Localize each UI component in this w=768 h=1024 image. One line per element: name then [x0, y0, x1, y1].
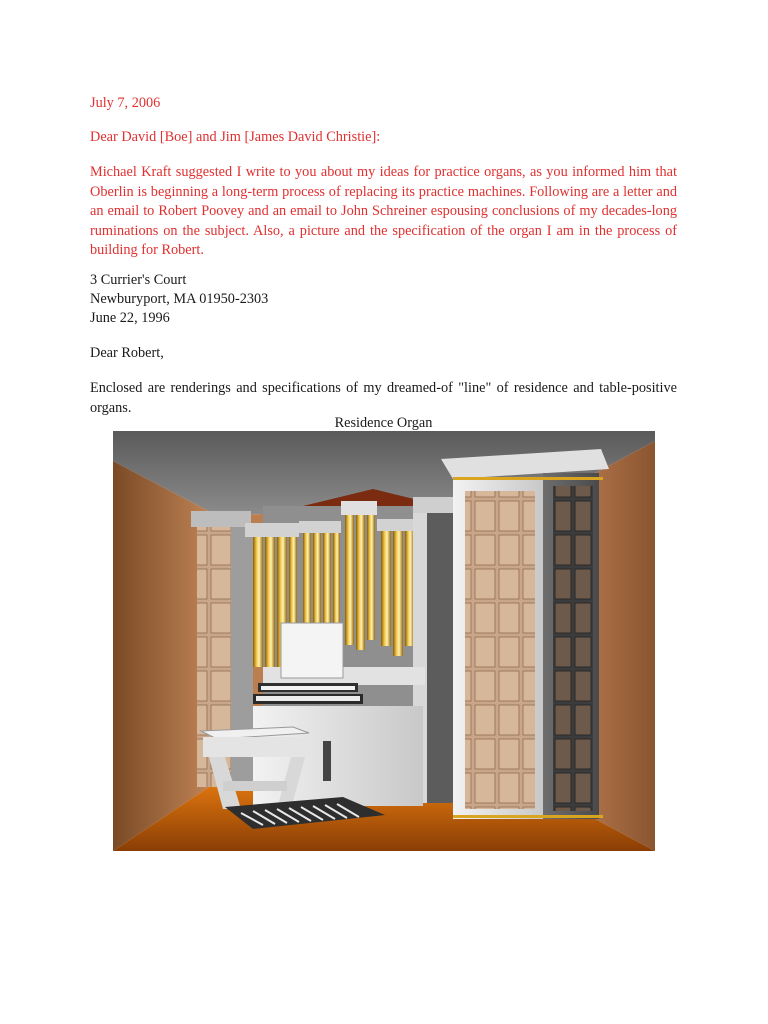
- residence-organ-rendering: [113, 431, 655, 851]
- address-line-1: 3 Currier's Court: [90, 272, 187, 288]
- intro-salutation: Dear David [Boe] and Jim [James David Christie]:: [90, 129, 381, 145]
- letter-body: Enclosed are renderings and specifications of my dreamed-of "line" of residence and table-positive organs.: [90, 380, 677, 416]
- intro-paragraph: Michael Kraft suggested I write to you about my ideas for practice organs, as you informed him that Oberlin is beginning a long-term process of replacing its practice machines. Following are a letter and an email to Robert Poovey and an email to John Schreiner espousing conclusions of my decades-long ruminations on the subject. Also, a picture and the specification of the organ I am in the process of building for Robert.: [90, 164, 677, 258]
- letter-date: June 22, 1996: [90, 310, 170, 326]
- letter-salutation: Dear Robert,: [90, 345, 164, 361]
- figure-caption: Residence Organ: [334, 415, 433, 431]
- address-line-2: Newburyport, MA 01950-2303: [90, 291, 269, 307]
- intro-date: July 7, 2006: [90, 95, 161, 111]
